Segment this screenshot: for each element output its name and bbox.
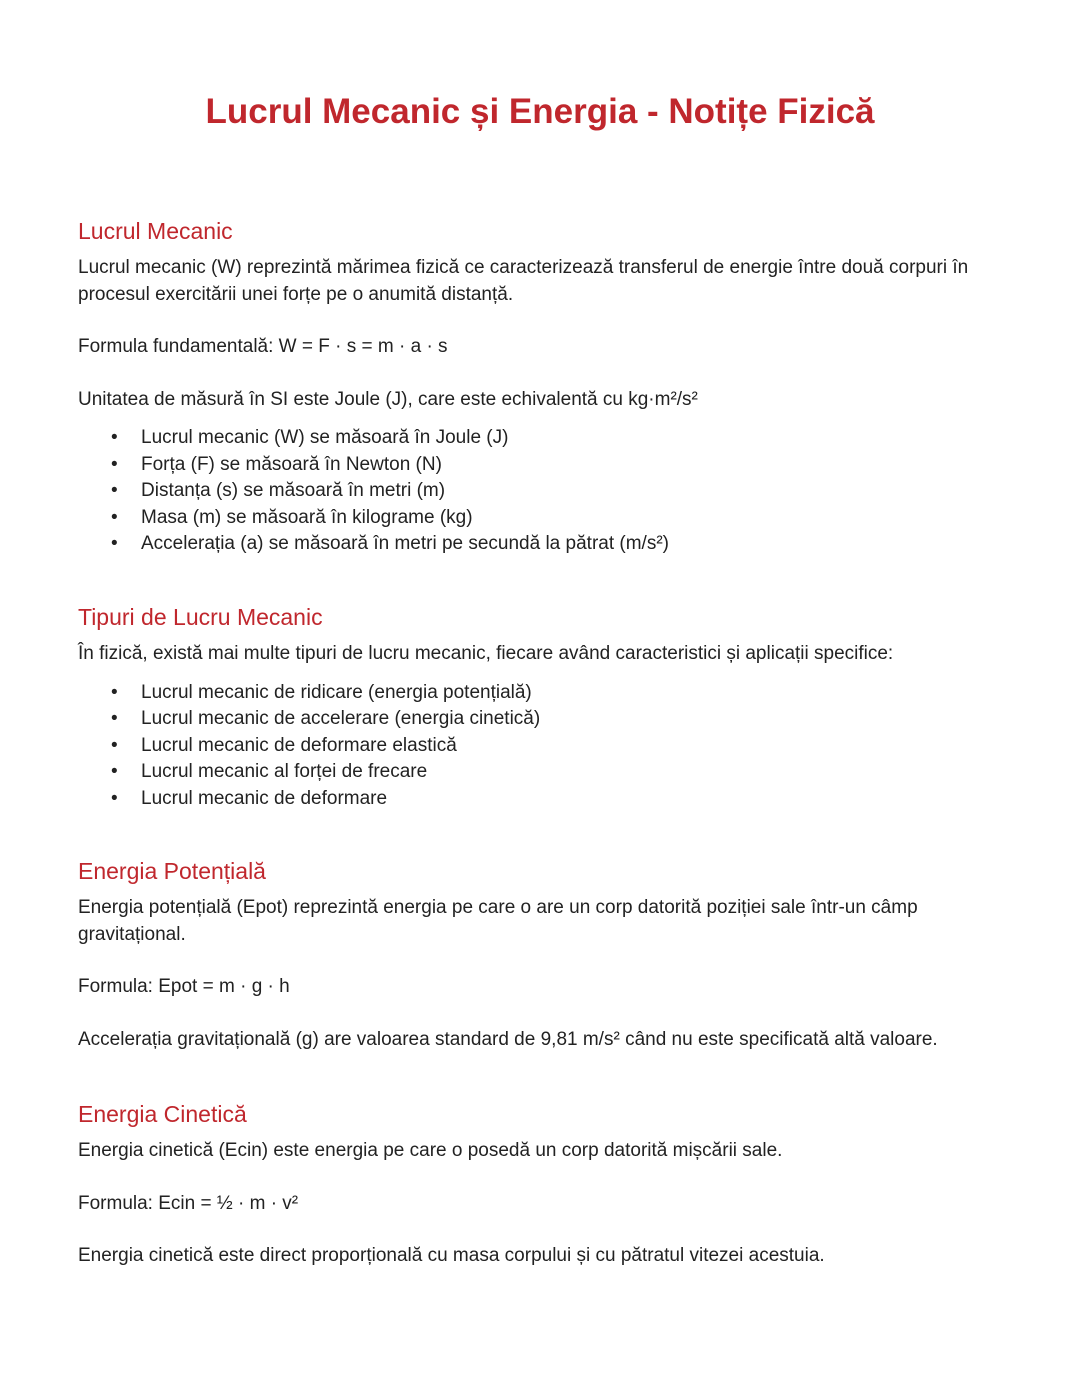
section-lucrul-mecanic (78, 216, 1008, 558)
section-energia-potentiala (78, 856, 1008, 1053)
note-paragraph: Accelerația gravitațională (g) are valoarea standard de 9,81 m/s² când nu este specificată altă valoare. (78, 1028, 938, 1050)
list-item: • Distanța (s) se măsoară în metri (m) (78, 478, 1008, 505)
list-item: • Accelerația (a) se măsoară în metri pe secundă la pătrat (m/s²) (78, 531, 1008, 558)
list-item: • Lucrul mecanic de accelerare (energia cinetică) (78, 706, 1008, 733)
units-list (78, 425, 1008, 558)
section-heading: Tipuri de Lucru Mecanic (78, 604, 323, 630)
list-item: • Lucrul mecanic de deformare elastică (78, 733, 1008, 760)
intro-paragraph: În fizică, există mai multe tipuri de lucru mecanic, fiecare având caracteristici și aplicații specifice: (78, 643, 894, 664)
list-item: • Masa (m) se măsoară în kilograme (kg) (78, 505, 1008, 532)
section-heading: Lucrul Mecanic (78, 218, 233, 244)
formula-paragraph: Formula fundamentală: W = F · s = m · a · s (78, 336, 448, 357)
list-item: • Lucrul mecanic (W) se măsoară în Joule (J) (78, 425, 1008, 452)
list-item: • Lucrul mecanic al forței de frecare (78, 759, 1008, 786)
note-paragraph: Energia cinetică este direct proporțională cu masa corpului și cu pătratul vitezei acestuia. (78, 1245, 825, 1266)
list-item: • Lucrul mecanic de deformare (78, 786, 1008, 813)
section-tipuri-lucru-mecanic (78, 602, 1008, 812)
list-item: • Lucrul mecanic de ridicare (energia potențială) (78, 680, 1008, 707)
page-title: Lucrul Mecanic și Energia - Notițe Fizică (205, 92, 875, 131)
section-heading: Energia Potențială (78, 858, 266, 884)
formula-paragraph: Formula: Epot = m · g · h (78, 976, 290, 997)
types-list (78, 680, 1008, 813)
definition-paragraph: Lucrul mecanic (W) reprezintă mărimea fizică ce caracterizează transferul de energie între două corpuri în procesul exercitării unei forțe pe o anumită distanță. (78, 257, 969, 305)
unit-paragraph: Unitatea de măsură în SI este Joule (J), care este echivalentă cu kg·m²/s² (78, 388, 698, 410)
formula-paragraph: Formula: Ecin = ½ · m · v² (78, 1192, 299, 1214)
definition-paragraph: Energia potențială (Epot) reprezintă energia pe care o are un corp datorită poziției sale într-un câmp gravitațional. (78, 897, 918, 945)
section-heading: Energia Cinetică (78, 1101, 247, 1127)
list-item: • Forța (F) se măsoară în Newton (N) (78, 452, 1008, 479)
section-energia-cinetica (78, 1099, 1008, 1270)
definition-paragraph: Energia cinetică (Ecin) este energia pe care o posedă un corp datorită mișcării sale. (78, 1140, 783, 1161)
